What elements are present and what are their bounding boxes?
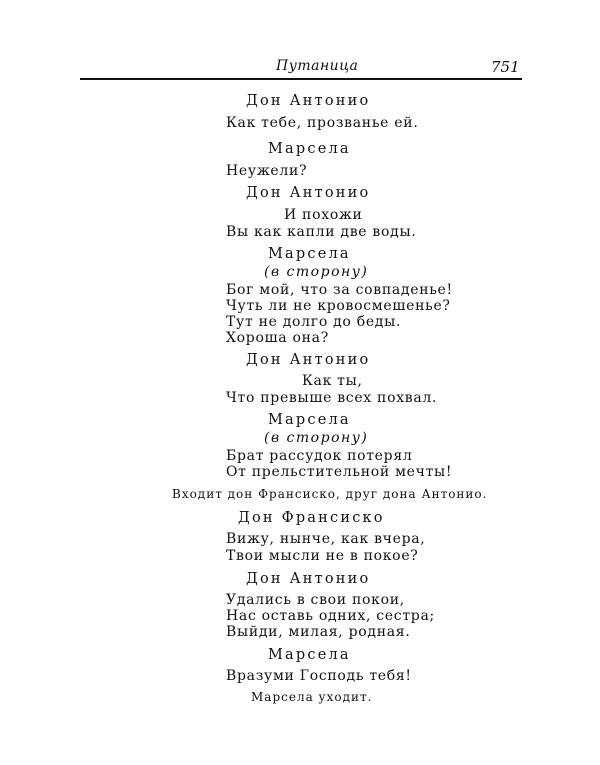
speaker-name: Дон Антонио bbox=[246, 93, 371, 109]
verse-line: Что превыше всех похвал. bbox=[226, 390, 438, 406]
verse-line: Вижу, нынче, как вчера, bbox=[226, 531, 426, 547]
speaker-name: Марсела bbox=[268, 647, 351, 663]
verse-line: Как тебе, прозванье ей. bbox=[226, 115, 419, 131]
verse-line: Вы как капли две воды. bbox=[226, 224, 417, 240]
verse-line: От прельстительной мечты! bbox=[226, 464, 453, 480]
verse-line: Чуть ли не кровосмешенье? bbox=[226, 298, 451, 314]
verse-line: Выйди, милая, родная. bbox=[226, 624, 411, 640]
speaker-name: Марсела bbox=[268, 412, 351, 428]
verse-line: Твои мысли не в покое? bbox=[226, 548, 419, 564]
speaker-name: Дон Франсиско bbox=[238, 510, 385, 526]
speaker-name: Марсела bbox=[268, 141, 351, 157]
stage-aside: (в сторону) bbox=[264, 430, 369, 446]
verse-line: Нас оставь одних, сестра; bbox=[226, 608, 435, 624]
stage-aside: (в сторону) bbox=[264, 264, 369, 280]
speaker-name: Марсела bbox=[268, 246, 351, 262]
verse-line: Тут не долго до беды. bbox=[226, 314, 402, 330]
speaker-name: Дон Антонио bbox=[246, 352, 371, 368]
verse-line: Бог мой, что за совпаденье! bbox=[226, 282, 453, 298]
verse-line: Брат рассудок потерял bbox=[226, 448, 413, 464]
verse-line: Вразуми Господь тебя! bbox=[226, 668, 412, 684]
verse-line: Неужели? bbox=[226, 163, 308, 179]
verse-line: Удались в свои покои, bbox=[226, 592, 405, 608]
verse-line: Как ты, bbox=[302, 373, 363, 389]
verse-line: Хороша она? bbox=[226, 330, 329, 346]
speaker-name: Дон Антонио bbox=[246, 185, 371, 201]
running-title: Путаница bbox=[276, 58, 359, 74]
stage-direction: Марсела уходит. bbox=[251, 690, 373, 704]
header-rule bbox=[80, 78, 522, 80]
page-number: 751 bbox=[491, 58, 520, 76]
speaker-name: Дон Антонио bbox=[246, 571, 371, 587]
verse-line: И похожи bbox=[284, 207, 363, 223]
stage-direction: Входит дон Франсиско, друг дона Антонио. bbox=[172, 487, 488, 501]
